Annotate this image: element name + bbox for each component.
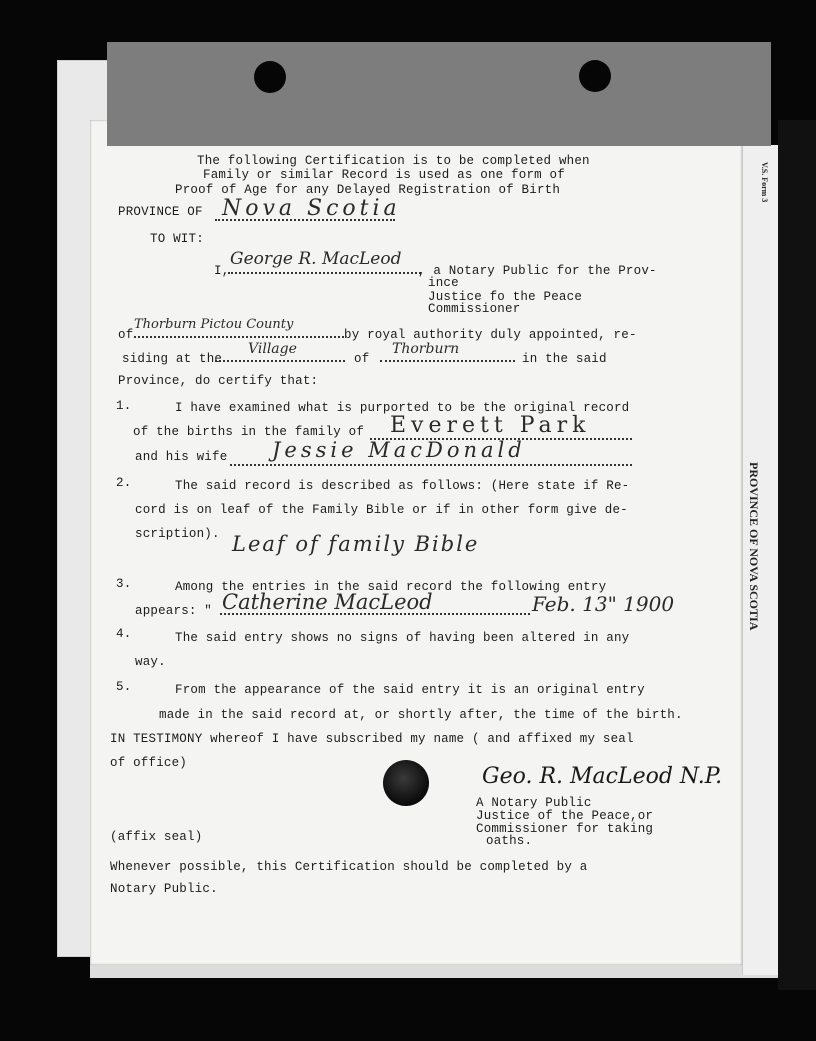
of-label-2: of — [354, 352, 370, 366]
justice-line: Justice fo the Peace — [428, 290, 583, 304]
i-label: I, — [214, 264, 230, 278]
signature-title-4: oaths. — [486, 834, 533, 848]
by-authority: by royal authority duly appointed, re- — [344, 328, 637, 342]
signature-title-3: Commissioner for taking — [476, 822, 654, 836]
of-label: of — [118, 328, 134, 342]
wife-name: Jessie MacDonald — [272, 438, 526, 462]
punch-hole-left — [254, 61, 286, 93]
in-said: in the said — [522, 352, 607, 366]
notary-line: , a Notary Public for the Prov- — [418, 264, 657, 278]
footer-note-2: Notary Public. — [110, 882, 218, 896]
testimony-line-1: IN TESTIMONY whereof I have subscribed my name ( and affixed my seal — [110, 732, 634, 746]
province-dots — [215, 219, 395, 221]
binder-strip — [107, 42, 771, 146]
family-name: Everett Park — [390, 413, 591, 438]
item-number-3: 3. — [116, 577, 132, 591]
record-description: Leaf of family Bible — [232, 532, 480, 556]
item4-line2: way. — [135, 655, 166, 669]
item-number-5: 5. — [116, 680, 132, 694]
residing-value: Village — [248, 341, 297, 357]
province-label: PROVINCE OF — [118, 205, 203, 219]
item-number-2: 2. — [116, 476, 132, 490]
item5-line2: made in the said record at, or shortly after, the time of the birth. — [159, 708, 683, 722]
signature-title-2: Justice of the Peace,or — [476, 809, 654, 823]
of-value-2: Thorburn — [392, 341, 460, 357]
item2-line1: The said record is described as follows: (Here state if Re- — [175, 479, 630, 493]
province-side-label: PROVINCE OF NOVA SCOTIA — [747, 462, 761, 631]
of-dots-2 — [380, 360, 515, 362]
entry-name: Catherine MacLeod — [222, 590, 433, 614]
item3-appears: appears: " — [135, 604, 213, 618]
of-dots — [134, 336, 344, 338]
form-code: V.S. Form 3 — [760, 162, 769, 203]
certifier-name: George R. MacLeod — [230, 249, 402, 269]
item2-line3: scription). — [135, 527, 220, 541]
entry-date: Feb. 13" 1900 — [532, 592, 675, 616]
affix-seal: (affix seal) — [110, 830, 203, 844]
wife-dots — [230, 464, 632, 466]
footer-note-1: Whenever possible, this Certification should be completed by a — [110, 860, 588, 874]
and-wife: and his wife — [135, 450, 228, 464]
item1-line2: of the births in the family of — [133, 425, 365, 439]
header-line-3: Proof of Age for any Delayed Registration of Birth — [175, 183, 561, 197]
province-certify: Province, do certify that: — [118, 374, 319, 388]
item3-line1: Among the entries in the said record the following entry — [175, 580, 607, 594]
province-value: Nova Scotia — [222, 196, 401, 221]
commissioner-line: Commissioner — [428, 302, 521, 316]
item4-line1: The said entry shows no signs of having been altered in any — [175, 631, 630, 645]
entry-dots — [220, 613, 530, 615]
to-wit: TO WIT: — [150, 232, 204, 246]
item-number-4: 4. — [116, 627, 132, 641]
item5-line1: From the appearance of the said entry it is an original entry — [175, 683, 645, 697]
of-value: Thorburn Pictou County — [134, 317, 294, 332]
header-line-2: Family or similar Record is used as one form of — [203, 168, 565, 182]
item-number-1: 1. — [116, 399, 132, 413]
residing-dots — [215, 360, 345, 362]
item1-line1: I have examined what is purported to be the original record — [175, 401, 630, 415]
punch-hole-right — [579, 60, 611, 92]
testimony-line-2: of office) — [110, 756, 188, 770]
dark-edge — [778, 120, 816, 990]
signature-title-1: A Notary Public — [476, 796, 592, 810]
notary-line-2: ince — [428, 276, 459, 290]
residing-label: siding at the — [122, 352, 223, 366]
notary-seal — [383, 760, 429, 806]
notary-signature: Geo. R. MacLeod N.P. — [482, 764, 723, 789]
item2-line2: cord is on leaf of the Family Bible or if in other form give de- — [135, 503, 628, 517]
header-line-1: The following Certification is to be completed when — [197, 154, 590, 168]
certifier-dots — [228, 272, 421, 274]
